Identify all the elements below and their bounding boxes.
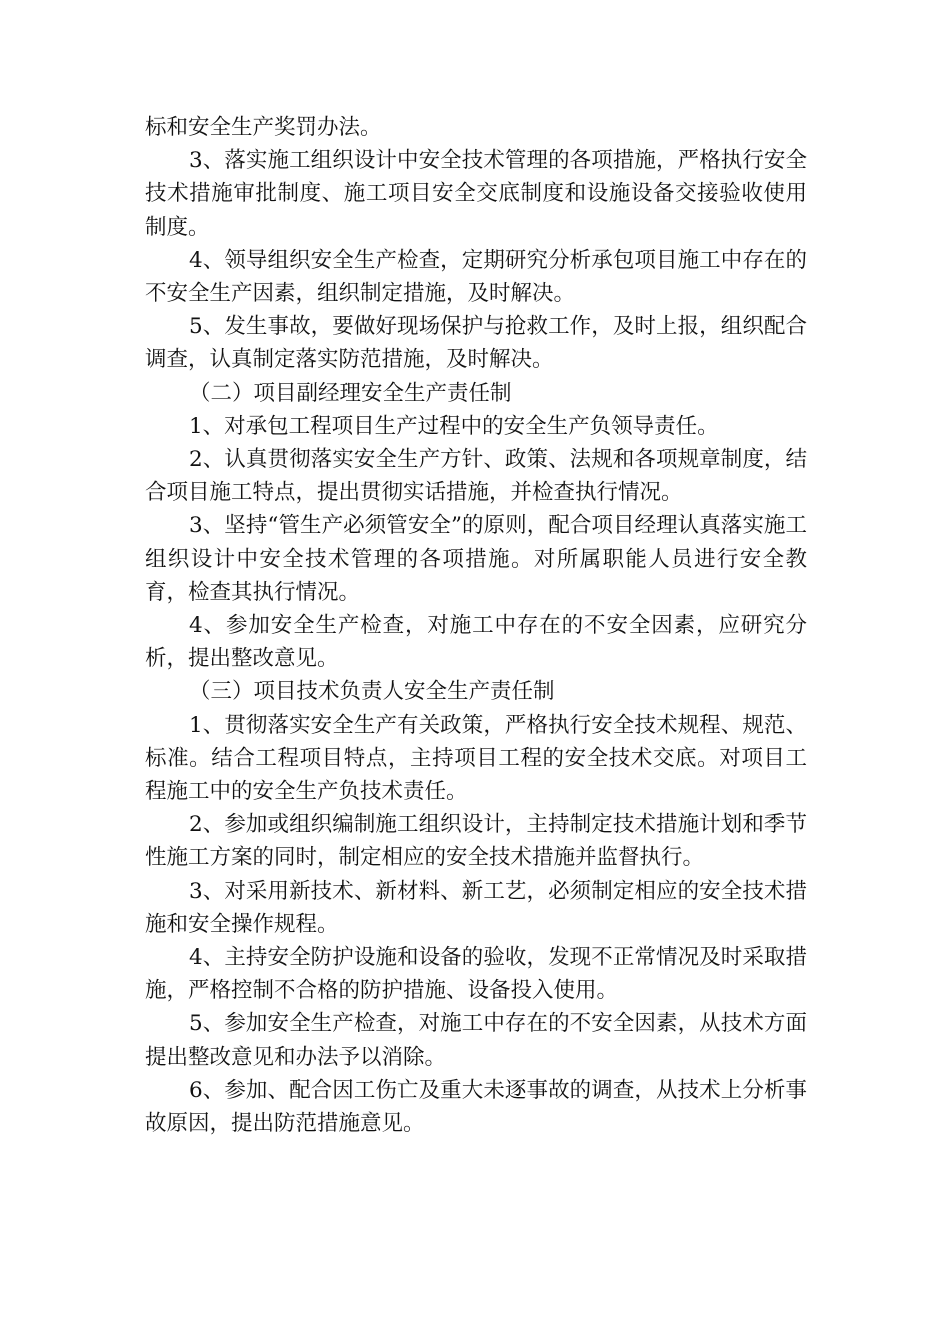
document-body <box>145 111 807 1140</box>
paragraph-item: 4、主持安全防护设施和设备的验收，发现不正常情况及时采取措施，严格控制不合格的防护措施、设备投入使用。 <box>145 945 807 1004</box>
paragraph-item: 4、参加安全生产检查，对施工中存在的不安全因素，应研究分析，提出整改意见。 <box>145 613 807 672</box>
paragraph-item: 4、领导组织安全生产检查，定期研究分析承包项目施工中存在的不安全生产因素，组织制定措施，及时解决。 <box>145 247 807 307</box>
paragraph-item: 2、参加或组织编制施工组织设计，主持制定技术措施计划和季节性施工方案的同时，制定相应的安全技术措施并监督执行。 <box>145 812 807 871</box>
paragraph-item: 2、认真贯彻落实安全生产方针、政策、法规和各项规章制度，结合项目施工特点，提出贯彻实话措施，并检查执行情况。 <box>145 447 807 506</box>
paragraph-item: 1、贯彻落实安全生产有关政策，严格执行安全技术规程、规范、标准。结合工程项目特点，主持项目工程的安全技术交底。对项目工程施工中的安全生产负技术责任。 <box>145 712 807 805</box>
paragraph-item: 3、落实施工组织设计中安全技术管理的各项措施，严格执行安全技术措施审批制度、施工项目安全交底制度和设施设备交接验收使用制度。 <box>145 148 807 240</box>
paragraph-item: 6、参加、配合因工伤亡及重大未逐事故的调查，从技术上分析事故原因，提出防范措施意见。 <box>145 1077 807 1137</box>
paragraph-item: 1、对承包工程项目生产过程中的安全生产负领导责任。 <box>189 413 719 439</box>
paragraph-continuation: 标和安全生产奖罚办法。 <box>145 115 382 140</box>
section-heading: （二）项目副经理安全生产责任制 <box>189 380 512 406</box>
paragraph-item: 3、坚持“管生产必须管安全”的原则，配合项目经理认真落实施工组织设计中安全技术管理的各项措施。对所属职能人员进行安全教育，检查其执行情况。 <box>145 513 807 605</box>
paragraph-item: 5、参加安全生产检查，对施工中存在的不安全因素，从技术方面提出整改意见和办法予以消除。 <box>145 1011 807 1070</box>
paragraph-item: 3、对采用新技术、新材料、新工艺，必须制定相应的安全技术措施和安全操作规程。 <box>145 878 807 937</box>
section-heading: （三）项目技术负责人安全生产责任制 <box>189 679 555 705</box>
paragraph-item: 5、发生事故，要做好现场保护与抢救工作，及时上报，组织配合调查，认真制定落实防范措施，及时解决。 <box>145 314 807 373</box>
